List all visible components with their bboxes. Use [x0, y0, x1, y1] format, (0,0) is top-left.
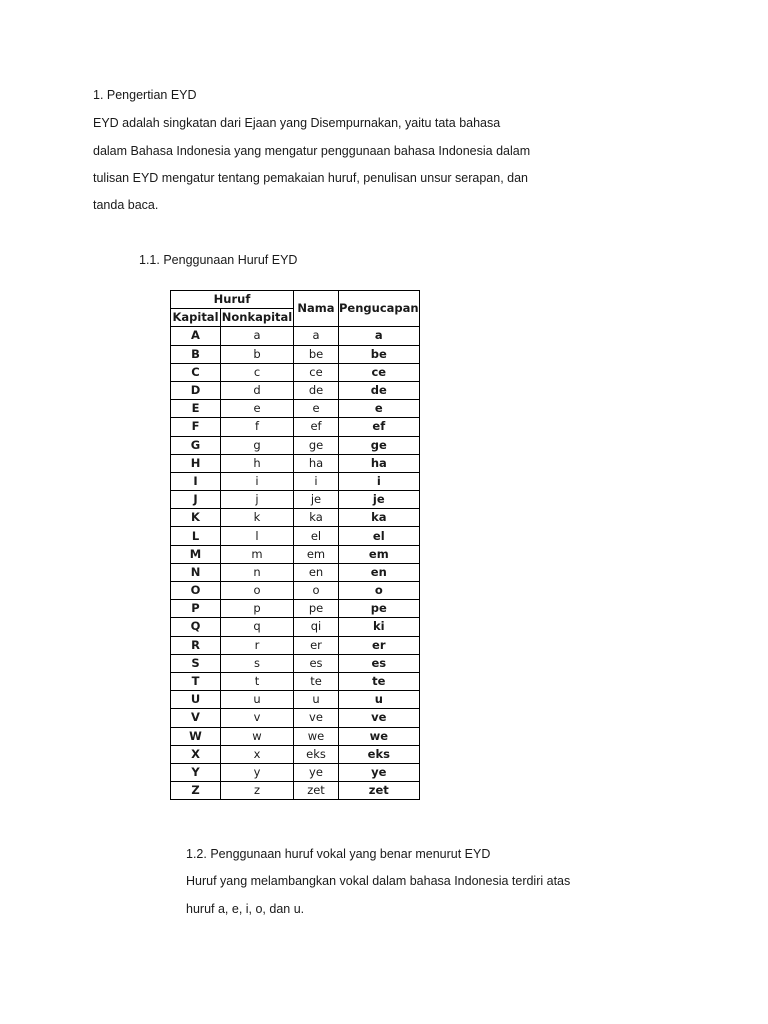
table-row — [171, 709, 420, 727]
cell-pengucapan: e — [339, 400, 420, 418]
heading-penggunaan-huruf: 1.1. Penggunaan Huruf EYD — [139, 253, 298, 267]
paragraph-line: huruf a, e, i, o, dan u. — [186, 902, 305, 916]
header-nonkapital: Nonkapital — [221, 309, 294, 327]
cell-kapital: L — [171, 527, 221, 545]
paragraph-line: dalam Bahasa Indonesia yang mengatur penggunaan bahasa Indonesia dalam — [93, 144, 531, 158]
table-row — [171, 745, 420, 763]
cell-kapital: E — [171, 400, 221, 418]
cell-nonkapital: e — [221, 400, 294, 418]
cell-nama: qi — [294, 618, 339, 636]
cell-nonkapital: u — [221, 691, 294, 709]
cell-nama: em — [294, 545, 339, 563]
cell-pengucapan: er — [339, 636, 420, 654]
table-row — [171, 436, 420, 454]
cell-pengucapan: be — [339, 345, 420, 363]
paragraph-line: tulisan EYD mengatur tentang pemakaian huruf, penulisan unsur serapan, dan — [93, 171, 529, 185]
cell-nama: e — [294, 400, 339, 418]
cell-nama: ka — [294, 509, 339, 527]
cell-nonkapital: n — [221, 563, 294, 581]
cell-nama: ce — [294, 363, 339, 381]
cell-nama: ef — [294, 418, 339, 436]
paragraph-line: EYD adalah singkatan dari Ejaan yang Disempurnakan, yaitu tata bahasa — [93, 116, 501, 130]
cell-nonkapital: s — [221, 654, 294, 672]
table-row — [171, 600, 420, 618]
cell-pengucapan: ki — [339, 618, 420, 636]
cell-pengucapan: es — [339, 654, 420, 672]
cell-nonkapital: r — [221, 636, 294, 654]
cell-pengucapan: el — [339, 527, 420, 545]
cell-nonkapital: h — [221, 454, 294, 472]
cell-kapital: X — [171, 745, 221, 763]
cell-pengucapan: de — [339, 381, 420, 399]
table-row — [171, 472, 420, 490]
cell-nama: en — [294, 563, 339, 581]
cell-pengucapan: a — [339, 327, 420, 345]
cell-nama: eks — [294, 745, 339, 763]
table-row — [171, 327, 420, 345]
cell-pengucapan: te — [339, 672, 420, 690]
cell-nama: ye — [294, 763, 339, 781]
table-row — [171, 618, 420, 636]
cell-nonkapital: f — [221, 418, 294, 436]
cell-kapital: N — [171, 563, 221, 581]
cell-nonkapital: i — [221, 472, 294, 490]
cell-pengucapan: en — [339, 563, 420, 581]
cell-kapital: D — [171, 381, 221, 399]
cell-kapital: C — [171, 363, 221, 381]
cell-kapital: O — [171, 582, 221, 600]
table-row — [171, 563, 420, 581]
cell-pengucapan: pe — [339, 600, 420, 618]
cell-kapital: Y — [171, 763, 221, 781]
cell-nonkapital: g — [221, 436, 294, 454]
alphabet-table — [170, 290, 420, 800]
header-nama: Nama — [294, 291, 339, 327]
cell-pengucapan: u — [339, 691, 420, 709]
cell-kapital: G — [171, 436, 221, 454]
cell-nonkapital: b — [221, 345, 294, 363]
cell-pengucapan: we — [339, 727, 420, 745]
table-row — [171, 545, 420, 563]
cell-nama: er — [294, 636, 339, 654]
cell-kapital: W — [171, 727, 221, 745]
cell-kapital: S — [171, 654, 221, 672]
cell-kapital: R — [171, 636, 221, 654]
cell-nonkapital: m — [221, 545, 294, 563]
table-row — [171, 509, 420, 527]
cell-nonkapital: x — [221, 745, 294, 763]
cell-nama: u — [294, 691, 339, 709]
cell-kapital: I — [171, 472, 221, 490]
header-kapital: Kapital — [171, 309, 221, 327]
cell-nama: el — [294, 527, 339, 545]
cell-nama: es — [294, 654, 339, 672]
cell-kapital: M — [171, 545, 221, 563]
table-row — [171, 454, 420, 472]
cell-nonkapital: t — [221, 672, 294, 690]
cell-kapital: J — [171, 491, 221, 509]
table-row — [171, 727, 420, 745]
cell-nama: pe — [294, 600, 339, 618]
cell-pengucapan: i — [339, 472, 420, 490]
cell-nonkapital: p — [221, 600, 294, 618]
cell-kapital: T — [171, 672, 221, 690]
cell-nonkapital: c — [221, 363, 294, 381]
cell-pengucapan: ve — [339, 709, 420, 727]
table-row — [171, 363, 420, 381]
cell-nonkapital: l — [221, 527, 294, 545]
cell-nama: ge — [294, 436, 339, 454]
cell-nama: be — [294, 345, 339, 363]
cell-nama: ve — [294, 709, 339, 727]
cell-pengucapan: eks — [339, 745, 420, 763]
cell-nonkapital: a — [221, 327, 294, 345]
cell-nonkapital: v — [221, 709, 294, 727]
table-body — [171, 327, 420, 800]
cell-pengucapan: ef — [339, 418, 420, 436]
table-row — [171, 672, 420, 690]
cell-nama: de — [294, 381, 339, 399]
table-row — [171, 400, 420, 418]
table-header-row — [171, 291, 420, 309]
cell-nonkapital: q — [221, 618, 294, 636]
table-row — [171, 527, 420, 545]
table-row — [171, 636, 420, 654]
cell-kapital: A — [171, 327, 221, 345]
cell-nonkapital: w — [221, 727, 294, 745]
paragraph-line: Huruf yang melambangkan vokal dalam bahasa Indonesia terdiri atas — [186, 874, 571, 888]
cell-kapital: P — [171, 600, 221, 618]
cell-nama: a — [294, 327, 339, 345]
cell-nonkapital: o — [221, 582, 294, 600]
cell-nonkapital: d — [221, 381, 294, 399]
cell-pengucapan: ge — [339, 436, 420, 454]
header-huruf: Huruf — [171, 291, 294, 309]
cell-kapital: H — [171, 454, 221, 472]
heading-pengertian-eyd: 1. Pengertian EYD — [93, 88, 197, 102]
cell-nonkapital: k — [221, 509, 294, 527]
table-row — [171, 491, 420, 509]
cell-nonkapital: y — [221, 763, 294, 781]
cell-pengucapan: ka — [339, 509, 420, 527]
cell-nama: je — [294, 491, 339, 509]
table-row — [171, 381, 420, 399]
cell-pengucapan: o — [339, 582, 420, 600]
table-row — [171, 654, 420, 672]
cell-nama: o — [294, 582, 339, 600]
header-pengucapan: Pengucapan — [339, 291, 420, 327]
cell-kapital: K — [171, 509, 221, 527]
cell-kapital: B — [171, 345, 221, 363]
cell-pengucapan: ye — [339, 763, 420, 781]
table-row — [171, 345, 420, 363]
table-row — [171, 763, 420, 781]
paragraph-line: tanda baca. — [93, 198, 159, 212]
cell-pengucapan: je — [339, 491, 420, 509]
table-row — [171, 782, 420, 800]
cell-pengucapan: em — [339, 545, 420, 563]
cell-kapital: V — [171, 709, 221, 727]
cell-nonkapital: j — [221, 491, 294, 509]
table-row — [171, 582, 420, 600]
table-row — [171, 418, 420, 436]
cell-pengucapan: ha — [339, 454, 420, 472]
table-row — [171, 691, 420, 709]
cell-kapital: U — [171, 691, 221, 709]
cell-kapital: Z — [171, 782, 221, 800]
cell-nama: ha — [294, 454, 339, 472]
cell-nama: i — [294, 472, 339, 490]
cell-nama: zet — [294, 782, 339, 800]
cell-nama: te — [294, 672, 339, 690]
cell-pengucapan: zet — [339, 782, 420, 800]
cell-pengucapan: ce — [339, 363, 420, 381]
cell-nama: we — [294, 727, 339, 745]
heading-huruf-vokal: 1.2. Penggunaan huruf vokal yang benar menurut EYD — [186, 847, 491, 861]
cell-kapital: F — [171, 418, 221, 436]
cell-nonkapital: z — [221, 782, 294, 800]
cell-kapital: Q — [171, 618, 221, 636]
